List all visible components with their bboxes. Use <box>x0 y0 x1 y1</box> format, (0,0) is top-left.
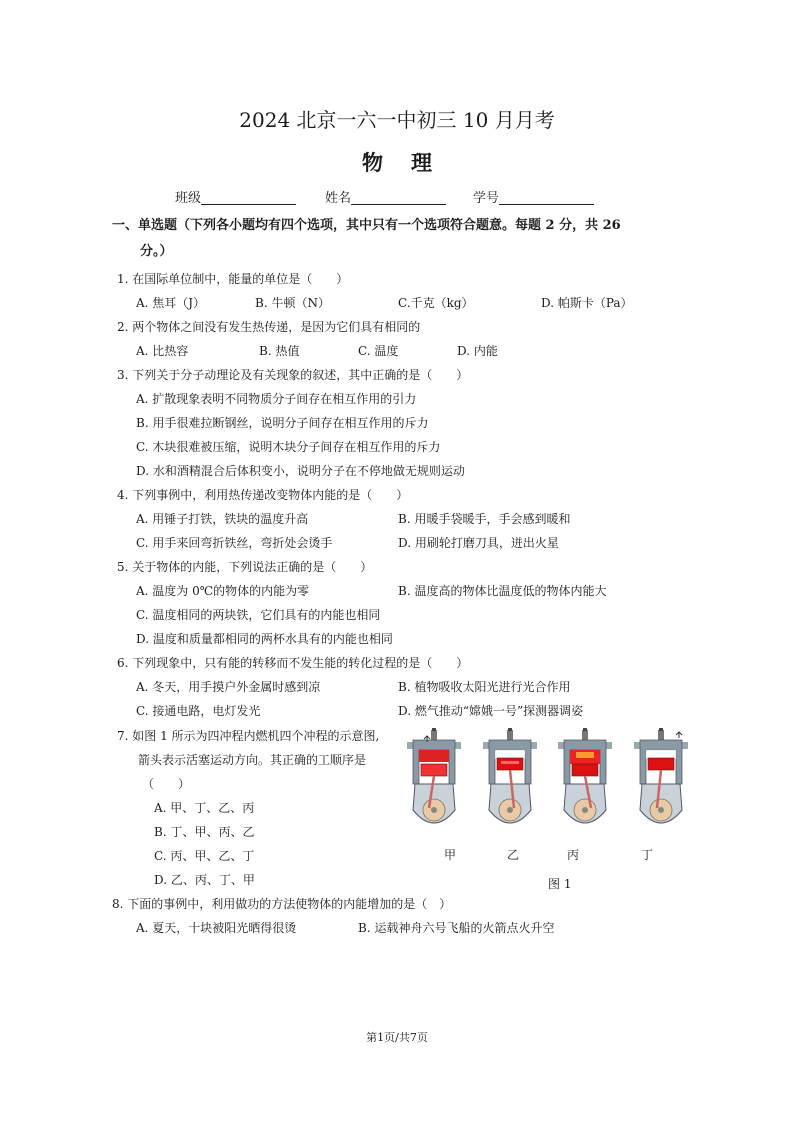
q8-option-a: A. 夏天，十块被阳光晒得很烫 <box>136 921 297 935</box>
name-blank[interactable] <box>351 190 446 205</box>
q3-option-a: A. 扩散现象表明不同物质分子间存在相互作用的引力 <box>136 392 417 406</box>
question-5: 5. 关于物体的内能，下列说法正确的是（ ） <box>117 560 373 574</box>
engine-yi <box>483 728 537 823</box>
q3-option-d: D. 水和酒精混合后体积变小，说明分子在不停地做无规则运动 <box>136 464 465 478</box>
section-heading-line2: 分。） <box>140 244 173 259</box>
q2-option-c: C. 温度 <box>358 344 399 358</box>
engine-jia <box>407 728 461 823</box>
figure-caption: 图 1 <box>548 877 572 891</box>
q8-option-b: B. 运载神舟六号飞船的火箭点火升空 <box>358 921 555 935</box>
engine-bing <box>558 728 612 823</box>
q7-option-a: A. 甲、丁、乙、丙 <box>154 801 255 815</box>
page-number: 第1页/共7页 <box>366 1031 428 1044</box>
student-id-field[interactable] <box>473 190 594 205</box>
question-7-line1: 7. 如图 1 所示为四冲程内燃机四个冲程的示意图, <box>117 729 380 743</box>
q1-option-a: A. 焦耳（J） <box>136 296 206 310</box>
question-2: 2. 两个物体之间没有发生热传递，是因为它们具有相同的 <box>117 320 421 334</box>
q6-option-c: C. 接通电路，电灯发光 <box>136 704 261 718</box>
q4-option-a: A. 用锤子打铁，铁块的温度升高 <box>136 512 309 526</box>
question-1: 1. 在国际单位制中，能量的单位是（ ） <box>117 272 349 286</box>
q7-option-d: D. 乙、丙、丁、甲 <box>154 873 255 887</box>
q6-option-b: B. 植物吸收太阳光进行光合作用 <box>398 680 571 694</box>
q4-option-d: D. 用刷轮打磨刀具，迸出火星 <box>398 536 559 550</box>
q5-option-d: D. 温度和质量都相同的两杯水具有的内能也相同 <box>136 632 393 646</box>
q5-option-c: C. 温度相同的两块铁，它们具有的内能也相同 <box>136 608 381 622</box>
subject-title: 物理 <box>362 150 460 175</box>
question-7-line2: 箭头表示活塞运动方向。其正确的工顺序是 <box>138 753 367 767</box>
exam-title: 2024 北京一六一中初三 10 月月考 <box>239 108 555 132</box>
q6-option-a: A. 冬天，用手摸户外金属时感到凉 <box>136 680 321 694</box>
q1-option-c: C.千克（kg） <box>398 296 474 310</box>
q3-option-c: C. 木块很难被压缩，说明木块分子间存在相互作用的斥力 <box>136 440 441 454</box>
q5-option-a: A. 温度为 0℃的物体的内能为零 <box>136 584 310 598</box>
q5-option-b: B. 温度高的物体比温度低的物体内能大 <box>398 584 607 598</box>
student-id-blank[interactable] <box>499 190 594 205</box>
question-8: 8. 下面的事例中，利用做功的方法使物体的内能增加的是（ ） <box>112 897 452 911</box>
figure-label-yi: 乙 <box>507 848 520 862</box>
figure-1-engine-strokes <box>405 728 690 848</box>
engine-ding <box>634 728 688 823</box>
figure-label-jia: 甲 <box>444 848 457 862</box>
q7-option-c: C. 丙、甲、乙、丁 <box>154 849 255 863</box>
question-3: 3. 下列关于分子动理论及有关现象的叙述，其中正确的是（ ） <box>117 368 469 382</box>
q2-option-a: A. 比热容 <box>136 344 189 358</box>
question-6: 6. 下列现象中，只有能的转移而不发生能的转化过程的是（ ） <box>117 656 469 670</box>
q7-option-b: B. 丁、甲、丙、乙 <box>154 825 255 839</box>
class-field[interactable] <box>175 190 296 205</box>
name-label: 姓名 <box>325 191 352 206</box>
section-heading-line1: 一、单选题（下列各小题均有四个选项，其中只有一个选项符合题意。每题 2 分，共 26 <box>112 218 621 233</box>
q2-option-b: B. 热值 <box>259 344 300 358</box>
name-field[interactable] <box>325 190 446 205</box>
question-4: 4. 下列事例中，利用热传递改变物体内能的是（ ） <box>117 488 409 502</box>
q1-option-b: B. 牛顿（N） <box>255 296 330 310</box>
q3-option-b: B. 用手很难拉断钢丝，说明分子间存在相互作用的斥力 <box>136 416 429 430</box>
q6-option-d: D. 燃气推动“嫦娥一号”探测器调姿 <box>398 704 584 718</box>
q4-option-c: C. 用手来回弯折铁丝，弯折处会烫手 <box>136 536 333 550</box>
class-blank[interactable] <box>201 190 296 205</box>
student-id-label: 学号 <box>473 191 500 206</box>
figure-label-bing: 丙 <box>567 848 580 862</box>
q2-option-d: D. 内能 <box>457 344 498 358</box>
question-7-line3: （ ） <box>142 777 191 791</box>
figure-label-ding: 丁 <box>641 848 654 862</box>
class-label: 班级 <box>175 191 202 206</box>
q1-option-d: D. 帕斯卡（Pa） <box>541 296 633 310</box>
q4-option-b: B. 用暖手袋暖手，手会感到暖和 <box>398 512 571 526</box>
